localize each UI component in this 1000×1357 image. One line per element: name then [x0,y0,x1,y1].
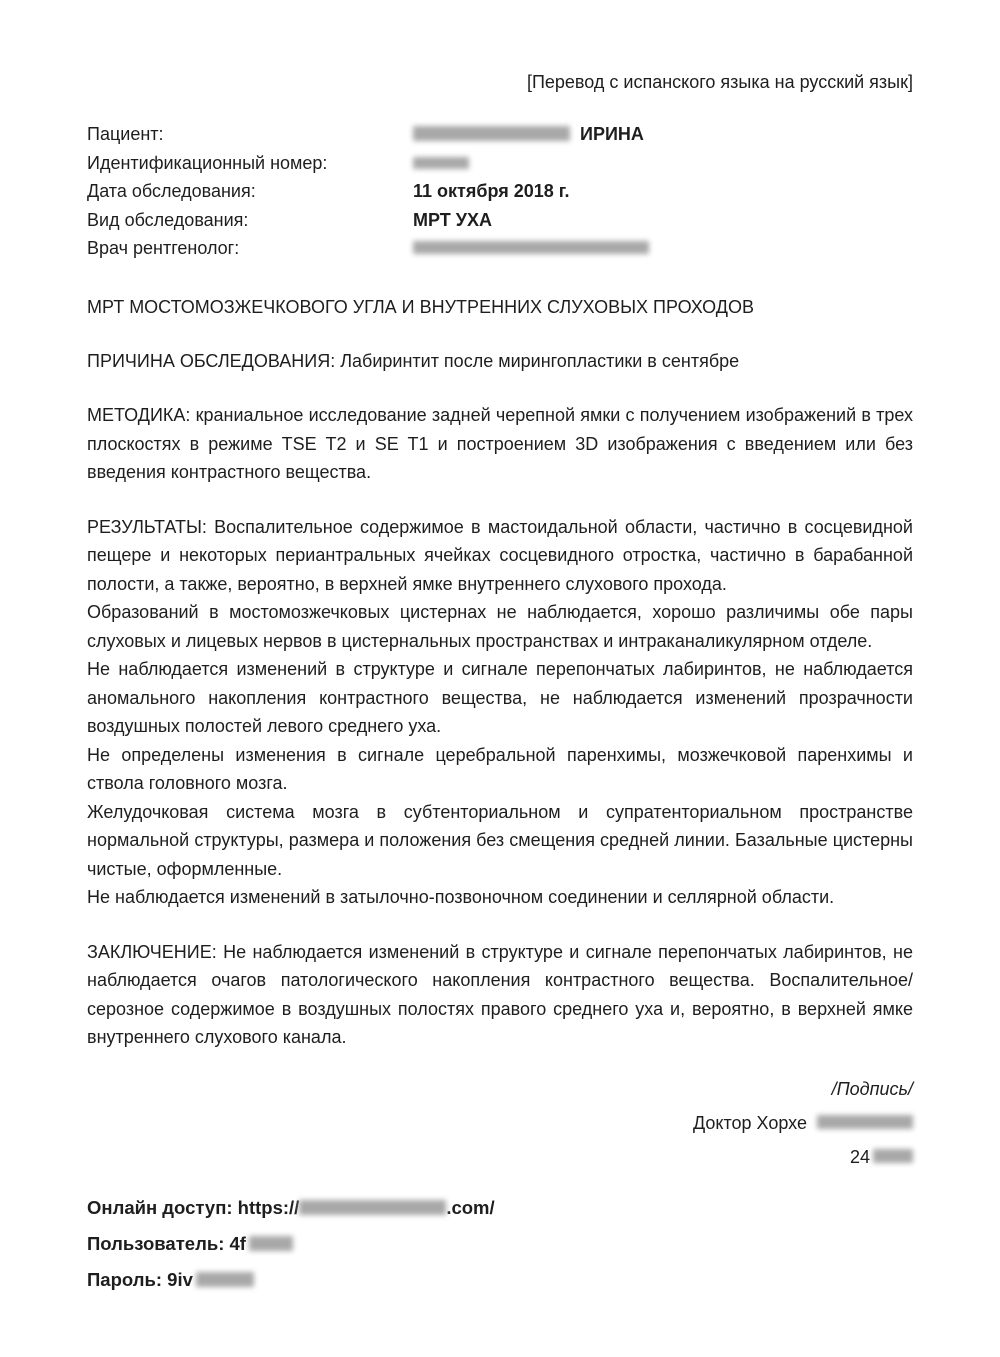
radiologist-name-redacted [413,241,649,254]
field-value-id-number [413,149,469,178]
doctor-surname-redacted [817,1115,913,1129]
online-access-label: Онлайн доступ: [87,1196,233,1218]
field-row-patient [87,120,913,149]
username-label: Пользователь: [87,1232,225,1254]
field-label-patient: Пациент: [87,124,164,144]
field-value-radiologist [413,234,649,263]
field-row-exam-date [87,177,913,206]
field-row-exam-type [87,206,913,235]
password-prefix: 9iv [167,1268,193,1290]
online-access-line [87,1190,913,1226]
password-label: Пароль: [87,1268,163,1290]
license-number-line [87,1140,913,1174]
signature-block [87,1072,913,1174]
field-label-exam-date: Дата обследования: [87,181,256,201]
field-value-patient [413,120,644,149]
translation-note: [Перевод с испанского языка на русский язык] [526,72,913,92]
password-redacted [196,1272,254,1287]
reason-paragraph: ПРИЧИНА ОБСЛЕДОВАНИЯ: Лабиринтит после мирингопластики в сентябре [87,350,740,371]
signature-mark: /Подпись/ [831,1078,913,1099]
url-prefix: https:// [237,1196,300,1218]
field-row-id-number [87,149,913,178]
results-paragraph: Образований в мостомозжечковых цистернах не наблюдается, хорошо различимы обе пары слуховых и лицевых нервов в цистернальных пространствах и интраканаликулярном отделе. [87,602,913,651]
report-title: МРТ МОСТОМОЗЖЕЧКОВОГО УГЛА И ВНУТРЕННИХ СЛУХОВЫХ ПРОХОДОВ [87,296,754,317]
username-redacted [249,1236,293,1251]
online-access-block [87,1190,913,1298]
results-paragraph: РЕЗУЛЬТАТЫ: Воспалительное содержимое в мастоидальной области, частично в сосцевидной пещере и некоторых периантральных ячейках сосцевидного отростка, частично в барабанной полости, а также, вероятно, в верхней ямке внутреннего слухового прохода. [87,516,913,594]
license-number-prefix: 24 [849,1146,870,1167]
patient-first-name: ИРИНА [580,124,644,144]
doctor-name-prefix: Доктор Хорхе [693,1112,807,1133]
methods-paragraph: МЕТОДИКА: краниальное исследование задней черепной ямки с получением изображений в трех плоскостях в режиме TSE T2 и SE T1 и построением 3D изображения с введением или без введения контрастного вещества. [87,405,913,482]
results-paragraph: Не определены изменения в сигнале церебральной паренхимы, мозжечковой паренхимы и ствола головного мозга. [87,744,913,793]
username-prefix: 4f [229,1232,246,1254]
patient-info-block [87,120,913,263]
conclusion-paragraph: ЗАКЛЮЧЕНИЕ: Не наблюдается изменений в структуре и сигнале перепончатых лабиринтов, не наблюдается очагов патологического накопления контрастного вещества. Воспалительное/серозное содержимое в воздушных полостях правого среднего уха и, вероятно, в верхней ямке внутреннего слухового канала. [87,941,913,1047]
field-label-radiologist: Врач рентгенолог: [87,238,240,258]
doctor-name-line [87,1106,913,1140]
license-number-redacted [873,1149,913,1163]
url-domain-redacted [299,1200,446,1215]
results-paragraph: Не наблюдается изменений в структуре и сигнале перепончатых лабиринтов, не наблюдается аномального накопления контрастного вещества, не наблюдается изменений прозрачности воздушных полостей левого среднего уха. [87,659,913,736]
field-label-id-number: Идентификационный номер: [87,152,328,173]
field-value-exam-type: МРТ УХА [413,209,492,230]
url-suffix: .com/ [446,1196,495,1218]
field-label-exam-type: Вид обследования: [87,209,249,230]
patient-surname-redacted [413,126,570,141]
id-number-redacted [413,157,469,169]
results-paragraph: Не наблюдается изменений в затылочно-позвоночном соединении и селлярной области. [87,887,835,907]
field-row-radiologist [87,234,913,263]
password-line [87,1262,913,1298]
results-paragraph: Желудочковая система мозга в субтенториальном и супратенториальном пространстве нормальной структуры, размера и положения без смещения средней линии. Базальные цистерны чистые, оформленные. [87,801,913,879]
results-block [87,513,913,912]
field-value-exam-date: 11 октября 2018 г. [413,181,570,201]
username-line [87,1226,913,1262]
